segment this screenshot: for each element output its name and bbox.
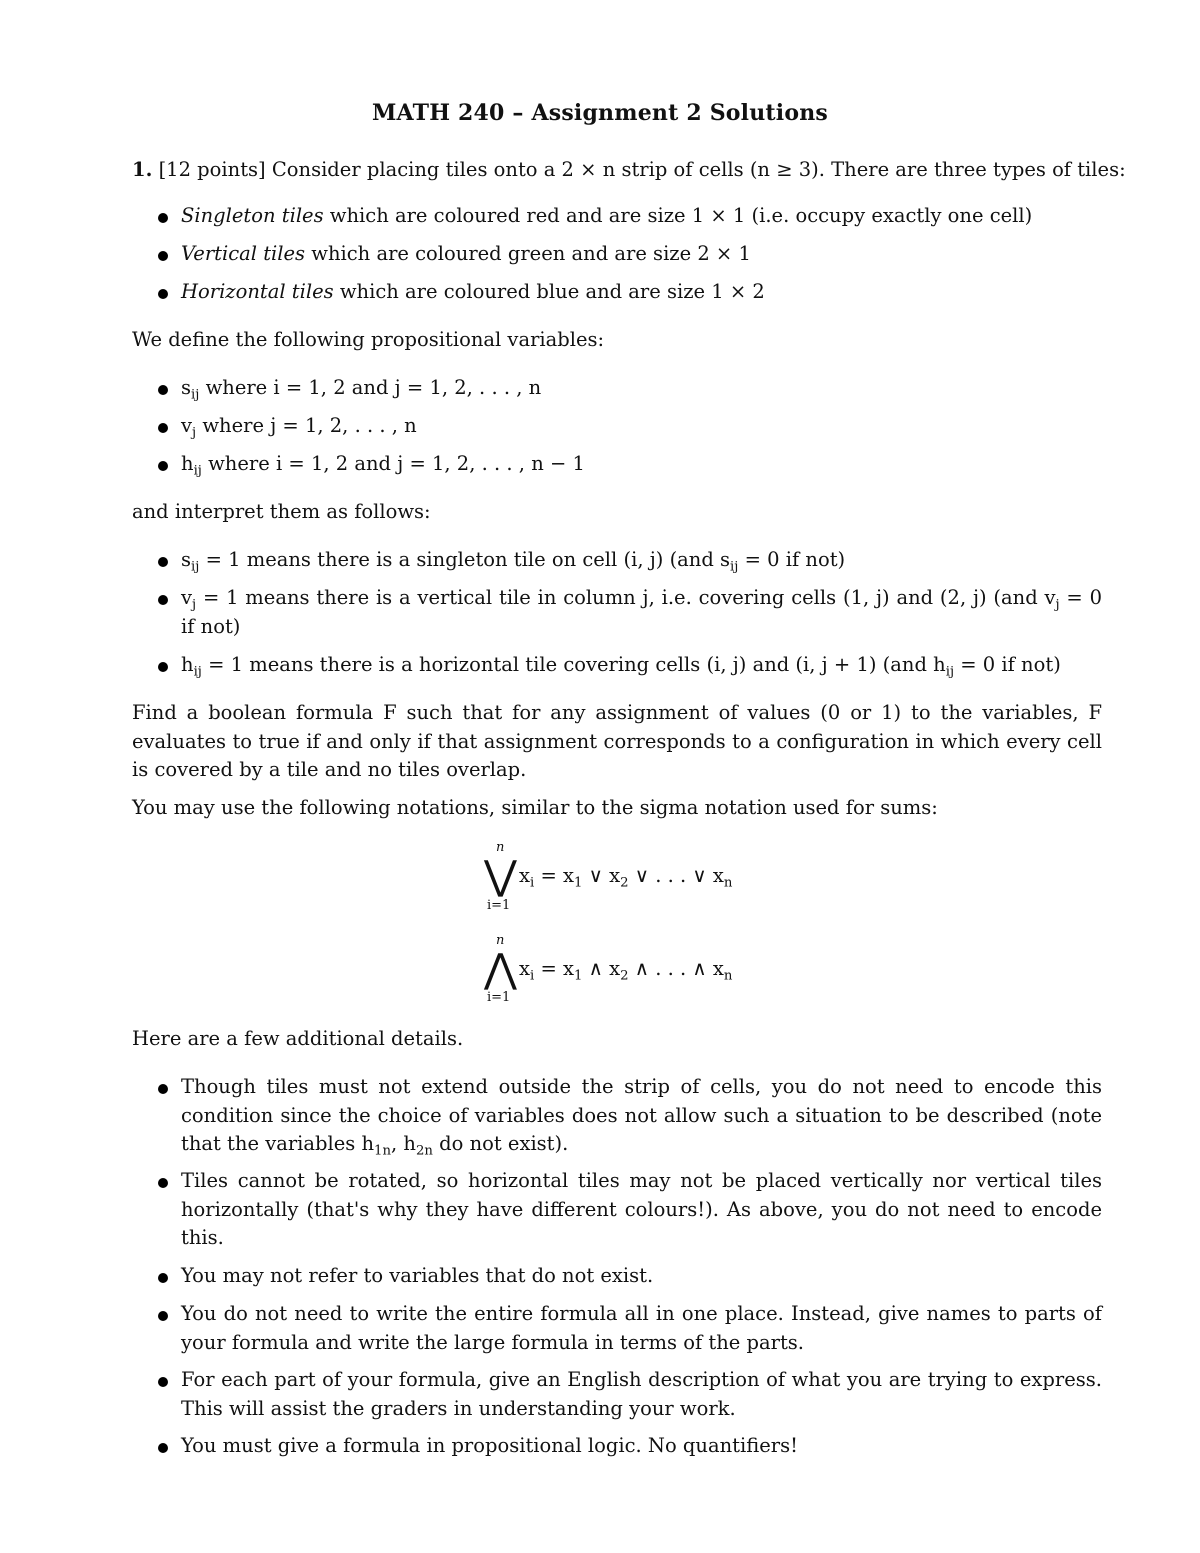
detail-item-description: For each part of your formula, give an English description of what you are trying to express. This will assist the graders in understanding your work. bbox=[181, 1368, 1102, 1420]
bullet-icon bbox=[158, 1377, 168, 1387]
big-and-icon: ⋀ bbox=[484, 946, 517, 992]
variable-item-v: $v_j$ where j = 1, 2, . . . , n bbox=[181, 414, 417, 441]
notation-expression: $x_i = x_1$ ∨ $x_2$ ∨ . . . ∨ $x_n$ bbox=[519, 864, 733, 891]
bullet-icon bbox=[158, 557, 168, 567]
tile-name: Horizontal tiles bbox=[181, 280, 334, 303]
question-number: 1. bbox=[132, 158, 153, 181]
interpretation-item-v: $v_j = 1$ means there is a vertical tile in column j, i.e. covering cells (1, j) and (2, j) (and $v_j = 0$ if not) bbox=[181, 586, 1102, 638]
bullet-icon bbox=[158, 289, 168, 299]
find-formula-paragraph: Find a boolean formula F such that for any assignment of values (0 or 1) to the variables, F evaluates to true if and only if that assignment corresponds to a configuration in which every cell is covered by a tile and no tiles overlap. bbox=[132, 701, 1102, 781]
bullet-icon bbox=[158, 385, 168, 395]
detail-item-extend: Though tiles must not extend outside the strip of cells, you do not need to encode this condition since the choice of variables does not allow such a situation to be described (note that the variables $h_{1n}$, $h_{2n}$ do not exist). bbox=[181, 1075, 1102, 1159]
bullet-icon bbox=[158, 595, 168, 605]
tile-item-vertical bbox=[181, 240, 751, 268]
tile-desc: which are coloured blue and are size 1 × 2 bbox=[333, 280, 765, 303]
bullet-icon bbox=[158, 213, 168, 223]
bullet-icon bbox=[158, 251, 168, 261]
bullet-icon bbox=[158, 1443, 168, 1453]
variable-item-s: $s_{ij}$ where i = 1, 2 and j = 1, 2, . . . , n bbox=[181, 376, 542, 403]
lower-limit: i=1 bbox=[487, 990, 511, 1005]
detail-item-no-refer: You may not refer to variables that do not exist. bbox=[181, 1264, 654, 1287]
notation-text: You may use the following notations, similar to the sigma notation used for sums: bbox=[132, 796, 938, 819]
tile-item-singleton bbox=[181, 202, 1032, 230]
upper-limit: n bbox=[496, 840, 505, 855]
bullet-icon bbox=[158, 1273, 168, 1283]
bullet-icon bbox=[158, 662, 168, 672]
lower-limit: i=1 bbox=[487, 898, 511, 913]
interpretation-item-h: $h_{ij} = 1$ means there is a horizontal tile covering cells (i, j) and (i, j + 1) (and $h_{ij} = 0$ if not) bbox=[181, 653, 1061, 680]
detail-item-parts: You do not need to write the entire formula all in one place. Instead, give names to parts of your formula and write the large formula in terms of the parts. bbox=[181, 1302, 1102, 1354]
upper-limit: n bbox=[496, 933, 505, 948]
tile-name: Vertical tiles bbox=[181, 242, 306, 265]
tile-desc: which are coloured green and are size 2 × 1 bbox=[305, 242, 751, 265]
interpret-text: and interpret them as follows: bbox=[132, 500, 431, 523]
detail-item-propositional: You must give a formula in propositional logic. No quantifiers! bbox=[181, 1434, 798, 1457]
notation-expression: $x_i = x_1$ ∧ $x_2$ ∧ . . . ∧ $x_n$ bbox=[519, 957, 733, 984]
bullet-icon bbox=[158, 461, 168, 471]
bullet-icon bbox=[158, 1178, 168, 1188]
tile-name: Singleton tiles bbox=[181, 204, 324, 227]
question-intro-text: [12 points] Consider placing tiles onto a 2 × n strip of cells (n ≥ 3). There are three types of tiles: bbox=[158, 158, 1126, 181]
interpretation-item-s: $s_{ij} = 1$ means there is a singleton tile on cell (i, j) (and $s_{ij} = 0$ if not) bbox=[181, 548, 846, 575]
detail-item-rotate: Tiles cannot be rotated, so horizontal tiles may not be placed vertically nor vertical tiles horizontally (that's why they have different colours!). As above, you do not need to encode this. bbox=[181, 1169, 1102, 1249]
variable-item-h: $h_{ij}$ where i = 1, 2 and j = 1, 2, . . . , n − 1 bbox=[181, 452, 585, 479]
details-text: Here are a few additional details. bbox=[132, 1027, 464, 1050]
big-or-icon: ⋁ bbox=[484, 853, 517, 899]
question-1-intro bbox=[132, 156, 1126, 184]
define-text: We define the following propositional variables: bbox=[132, 328, 605, 351]
tile-desc: which are coloured red and are size 1 × 1 (i.e. occupy exactly one cell) bbox=[323, 204, 1033, 227]
tile-item-horizontal bbox=[181, 278, 765, 306]
bullet-icon bbox=[158, 1084, 168, 1094]
bullet-icon bbox=[158, 423, 168, 433]
page-title: MATH 240 – Assignment 2 Solutions bbox=[372, 100, 828, 126]
bullet-icon bbox=[158, 1311, 168, 1321]
